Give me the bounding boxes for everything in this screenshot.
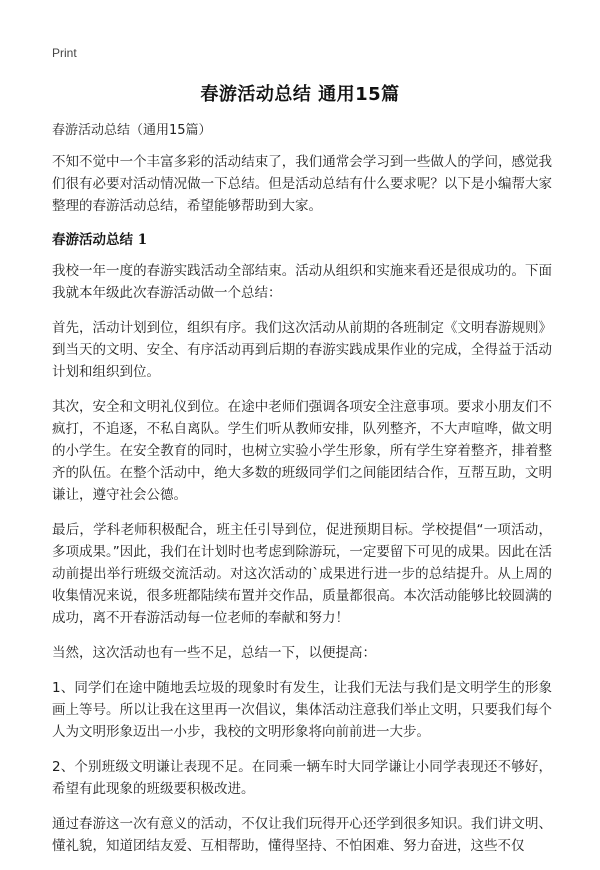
document-subtitle: 春游活动总结（通用15篇） (52, 123, 212, 138)
body-paragraph-1: 我校一年一度的春游实践活动全部结束。活动从组织和实施来看还是很成功的。下面我就本年级此次春游活动做一个总结： (52, 263, 552, 301)
body-paragraph-3: 其次，安全和文明礼仪到位。在途中老师们强调各项安全注意事项。要求小朋友们不疯打，不追逐，不私自离队。学生们听从教师安排，队列整齐，不大声喧哗，做文明的小学生。在安全教育的同时，也树立实验小学生形象，所有学生穿着整齐，排着整齐的队伍。在整个活动中，绝大多数的班级同学们之间能团结合作，互帮互助，文明谦让，遵守社会公德。 (52, 399, 552, 503)
body-paragraph-7: 2、个别班级文明谦让表现不足。在同乘一辆车时大同学谦让小同学表现还不够好，希望有此现象的班级要积极改进。 (52, 759, 552, 797)
body-paragraph-4: 最后，学科老师积极配合，班主任引导到位，促进预期目标。学校提倡“一项活动，多项成果。”因此，我们在计划时也考虑到除游玩，一定要留下可见的成果。因此在活动前提出举行班级交流活动。对这次活动的`成果进行进一步的总结提升。从上周的收集情况来说，很多班都陆续布置并交作品，质量都很高。本次活动能够比较圆满的成功，离不开春游活动每一位老师的奉献和努力！ (52, 522, 552, 626)
section-heading: 春游活动总结 1 (52, 232, 148, 248)
body-paragraph-2: 首先，活动计划到位，组织有序。我们这次活动从前期的各班制定《文明春游规则》到当天的文明、安全、有序活动再到后期的春游实践成果作业的完成，全得益于活动计划和组织到位。 (52, 320, 552, 380)
body-paragraph-5: 当然，这次活动也有一些不足，总结一下，以便提高： (52, 645, 376, 661)
print-label: Print (52, 46, 77, 60)
intro-paragraph: 不知不觉中一个丰富多彩的活动结束了，我们通常会学习到一些做人的学问，感觉我们很有必要对活动情况做一下总结。但是活动总结有什么要求呢？以下是小编帮大家整理的春游活动总结，希望能够帮助到大家。 (52, 154, 552, 214)
document-title: 春游活动总结 通用15篇 (200, 84, 400, 105)
body-paragraph-6: 1、同学们在途中随地丢垃圾的现象时有发生，让我们无法与我们是文明学生的形象画上等号。所以让我在这里再一次倡议，集体活动注意我们举止文明，只要我们每个人为文明形象迈出一小步，我校的文明形象将向前前进一大步。 (52, 680, 552, 740)
body-paragraph-8: 通过春游这一次有意义的活动，不仅让我们玩得开心还学到很多知识。我们讲文明、懂礼貌，知道团结友爱、互相帮助，懂得坚持、不怕困难、努力奋进，这些不仅 (52, 816, 552, 854)
document-body (52, 151, 552, 870)
